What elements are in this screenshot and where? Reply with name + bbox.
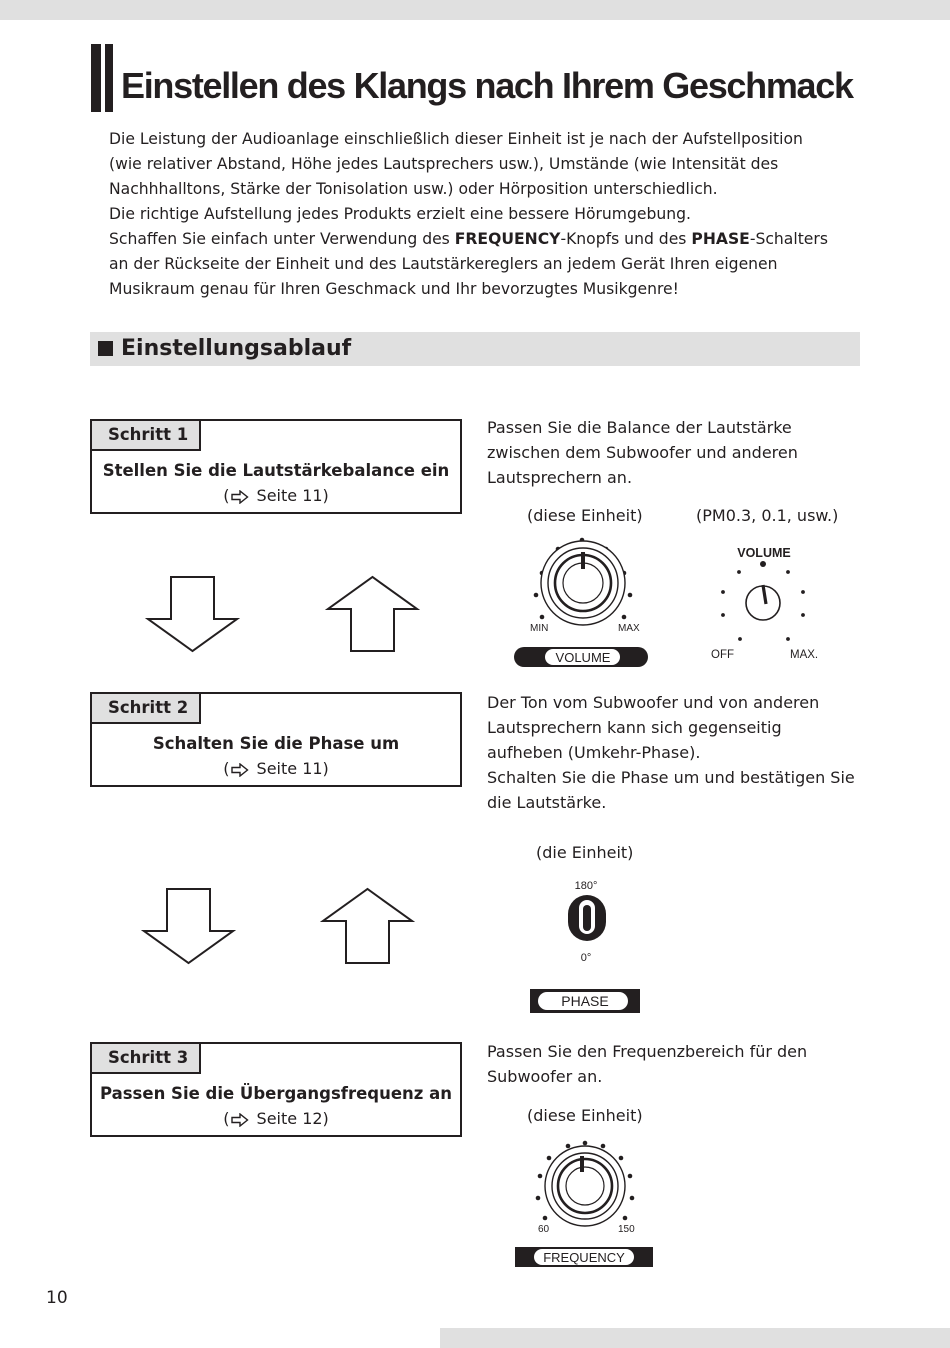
- intro-line: Musikraum genau für Ihren Geschmack und Ihr bevorzugtes Musikgenre!: [109, 280, 679, 298]
- step-title: Stellen Sie die Lautstärkebalance ein: [102, 461, 450, 480]
- title-accent-bar-2: [105, 44, 113, 112]
- step-label: Schritt 3: [90, 1042, 201, 1074]
- intro-line: Die richtige Aufstellung jedes Produkts erzielt eine bessere Hörumgebung.: [109, 205, 691, 223]
- intro-text: -Knopfs und des: [560, 230, 692, 248]
- pm-volume-knob-diagram[interactable]: [704, 542, 824, 667]
- step-title: Passen Sie die Übergangsfrequenz an: [99, 1084, 453, 1103]
- page-reference[interactable]: [92, 484, 460, 508]
- ref-text: Seite 11): [251, 759, 329, 778]
- step-title: Schalten Sie die Phase um: [152, 734, 400, 753]
- ref-text: Seite 11): [251, 486, 329, 505]
- intro-line: Die Leistung der Audioanlage einschließlich dieser Einheit ist je nach der Aufstellposition: [109, 130, 803, 148]
- pm-off-label: OFF: [711, 649, 734, 661]
- caption-this-unit: (diese Einheit): [527, 506, 643, 525]
- freq-max-label: 150: [618, 1224, 635, 1235]
- desc-line: Der Ton vom Subwoofer und von anderen: [487, 693, 820, 712]
- page-number: 10: [46, 1288, 68, 1308]
- reference-arrow-icon: [231, 763, 249, 777]
- reference-arrow-icon: [231, 490, 249, 504]
- ref-paren: (: [223, 759, 230, 778]
- freq-min-label: 60: [538, 1224, 550, 1235]
- ref-paren: (: [223, 1109, 230, 1128]
- step-2-box: [90, 692, 462, 787]
- step-3-description: [487, 1039, 807, 1089]
- intro-paragraph: [109, 127, 879, 302]
- arrow-up-icon: [325, 575, 420, 653]
- desc-line: Passen Sie den Frequenzbereich für den: [487, 1042, 808, 1061]
- reference-arrow-icon: [231, 1113, 249, 1127]
- desc-line: aufheben (Umkehr-Phase).: [487, 743, 701, 762]
- desc-line: zwischen dem Subwoofer und anderen: [487, 443, 798, 462]
- pm-max-label: MAX.: [790, 649, 819, 661]
- intro-text: -Schalters: [749, 230, 828, 248]
- phase-180-label: 180°: [574, 880, 598, 892]
- phase-0-label: 0°: [580, 952, 592, 964]
- step-1-box: [90, 419, 462, 514]
- page-reference[interactable]: [92, 757, 460, 781]
- knob-min-label: MIN: [530, 623, 549, 634]
- caption-this-unit: (diese Einheit): [527, 1106, 643, 1125]
- frequency-label: FREQUENCY: [543, 1250, 625, 1265]
- page-title: Einstellen des Klangs nach Ihrem Geschmack: [121, 65, 853, 106]
- caption-other-units: (PM0.3, 0.1, usw.): [696, 506, 839, 525]
- intro-line: an der Rückseite der Einheit und des Lautstärkereglers an jedem Gerät Ihren eigenen: [109, 255, 778, 273]
- intro-line: Nachhhalltons, Stärke der Tonisolation usw.) oder Hörposition unterschiedlich.: [109, 180, 718, 198]
- caption-the-unit: (die Einheit): [536, 843, 634, 862]
- desc-line: Lautsprechern kann sich gegenseitig: [487, 718, 782, 737]
- desc-line: Lautsprechern an.: [487, 468, 633, 487]
- phase-keyword: PHASE: [691, 230, 750, 248]
- step-label: Schritt 1: [90, 419, 201, 451]
- step-label: Schritt 2: [90, 692, 201, 724]
- volume-label: VOLUME: [555, 650, 611, 665]
- arrow-up-icon: [320, 887, 415, 965]
- knob-max-label: MAX: [618, 623, 640, 634]
- ref-paren: (: [223, 486, 230, 505]
- intro-text: Schaffen Sie einfach unter Verwendung des: [109, 230, 455, 248]
- bottom-band: [440, 1328, 950, 1348]
- desc-line: Schalten Sie die Phase um und bestätigen Sie: [487, 768, 855, 787]
- title-accent-bar: [91, 44, 101, 112]
- desc-line: die Lautstärke.: [487, 793, 607, 812]
- volume-knob-diagram[interactable]: [512, 535, 652, 670]
- step-3-box: [90, 1042, 462, 1137]
- arrow-down-icon: [145, 575, 240, 653]
- desc-line: Subwoofer an.: [487, 1067, 603, 1086]
- top-band: [0, 0, 950, 20]
- desc-line: Passen Sie die Balance der Lautstärke: [487, 418, 792, 437]
- phase-switch-diagram[interactable]: [528, 875, 643, 1017]
- step-2-description: [487, 690, 855, 815]
- ref-text: Seite 12): [251, 1109, 329, 1128]
- page-reference[interactable]: [92, 1107, 460, 1131]
- section-title: Einstellungsablauf: [121, 336, 352, 361]
- frequency-knob-diagram[interactable]: [512, 1140, 657, 1270]
- section-square-icon: [98, 341, 113, 356]
- intro-line: (wie relativer Abstand, Höhe jedes Lautsprechers usw.), Umstände (wie Intensität des: [109, 155, 779, 173]
- arrow-down-icon: [141, 887, 236, 965]
- phase-label: PHASE: [561, 993, 609, 1009]
- intro-line: [109, 227, 879, 252]
- pm-volume-title: VOLUME: [737, 546, 791, 560]
- step-1-description: [487, 415, 798, 490]
- frequency-keyword: FREQUENCY: [454, 230, 561, 248]
